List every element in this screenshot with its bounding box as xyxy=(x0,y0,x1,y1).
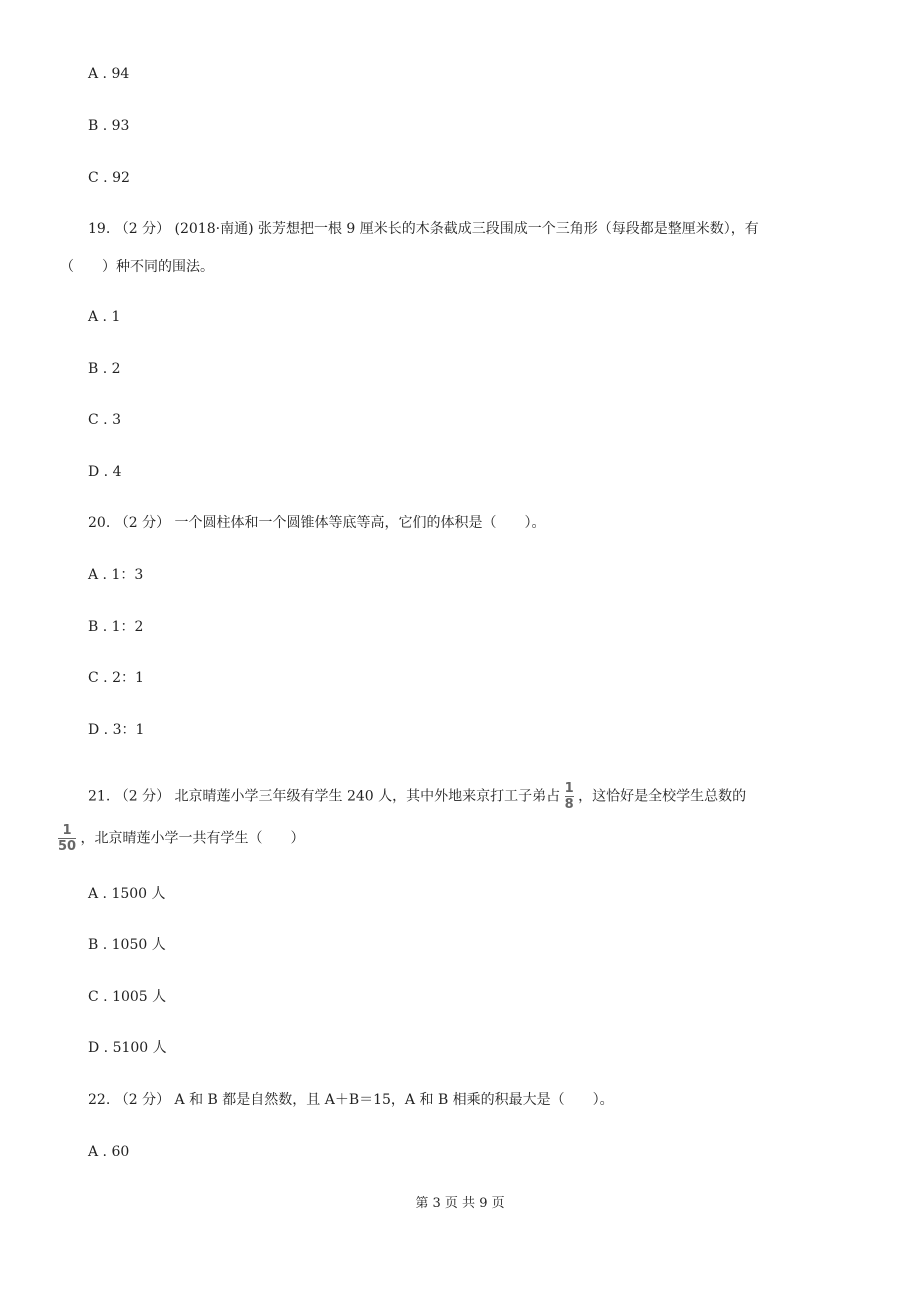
q19-stem-line2: （ ）种不同的围法。 xyxy=(60,259,214,275)
q19-option-c: C . 3 xyxy=(88,412,121,428)
fraction-one-eighth xyxy=(565,782,574,811)
q21-option-c: C . 1005 人 xyxy=(88,989,167,1005)
fraction-one-fiftieth xyxy=(58,824,76,853)
q21-stem-part2: ，这恰好是全校学生总数的 xyxy=(578,788,747,805)
fraction-denominator: 8 xyxy=(564,797,574,812)
q21-stem-part1: 21. （2 分） 北京晴莲小学三年级有学生 240 人，其中外地来京打工子弟占 xyxy=(88,788,561,805)
q21-stem-part3: ，北京晴莲小学一共有学生（ ） xyxy=(80,830,305,847)
fraction-numerator: 1 xyxy=(62,823,72,838)
q18-option-a: A . 94 xyxy=(88,66,130,82)
q19-option-a: A . 1 xyxy=(88,309,121,325)
q20-option-c: C . 2：1 xyxy=(88,670,144,686)
q20-stem: 20. （2 分） 一个圆柱体和一个圆锥体等底等高，它们的体积是（ ）。 xyxy=(88,515,546,531)
q20-option-a: A . 1：3 xyxy=(88,567,144,583)
q20-option-b: B . 1：2 xyxy=(88,619,144,635)
q20-option-d: D . 3：1 xyxy=(88,722,145,738)
q19-option-d: D . 4 xyxy=(88,464,122,480)
page-footer: 第 3 页 共 9 页 xyxy=(415,1196,505,1211)
fraction-numerator: 1 xyxy=(564,781,574,796)
q19-option-b: B . 2 xyxy=(88,361,121,377)
q22-option-a: A . 60 xyxy=(88,1144,130,1160)
q21-option-a: A . 1500 人 xyxy=(88,886,166,902)
q21-option-b: B . 1050 人 xyxy=(88,937,166,953)
q21-option-d: D . 5100 人 xyxy=(88,1040,167,1056)
q18-option-c: C . 92 xyxy=(88,170,130,186)
q22-stem: 22. （2 分） A 和 B 都是自然数，且 A＋B＝15，A 和 B 相乘的积最大是（ ）。 xyxy=(88,1092,614,1108)
q19-stem-line1: 19. （2 分） (2018·南通) 张芳想把一根 9 厘米长的木条截成三段围成一个三角形（每段都是整厘米数），有 xyxy=(88,221,759,237)
fraction-denominator: 50 xyxy=(58,839,77,854)
q18-option-b: B . 93 xyxy=(88,118,130,134)
q21-stem-line2 xyxy=(58,824,305,853)
q21-stem-line1 xyxy=(88,782,746,811)
